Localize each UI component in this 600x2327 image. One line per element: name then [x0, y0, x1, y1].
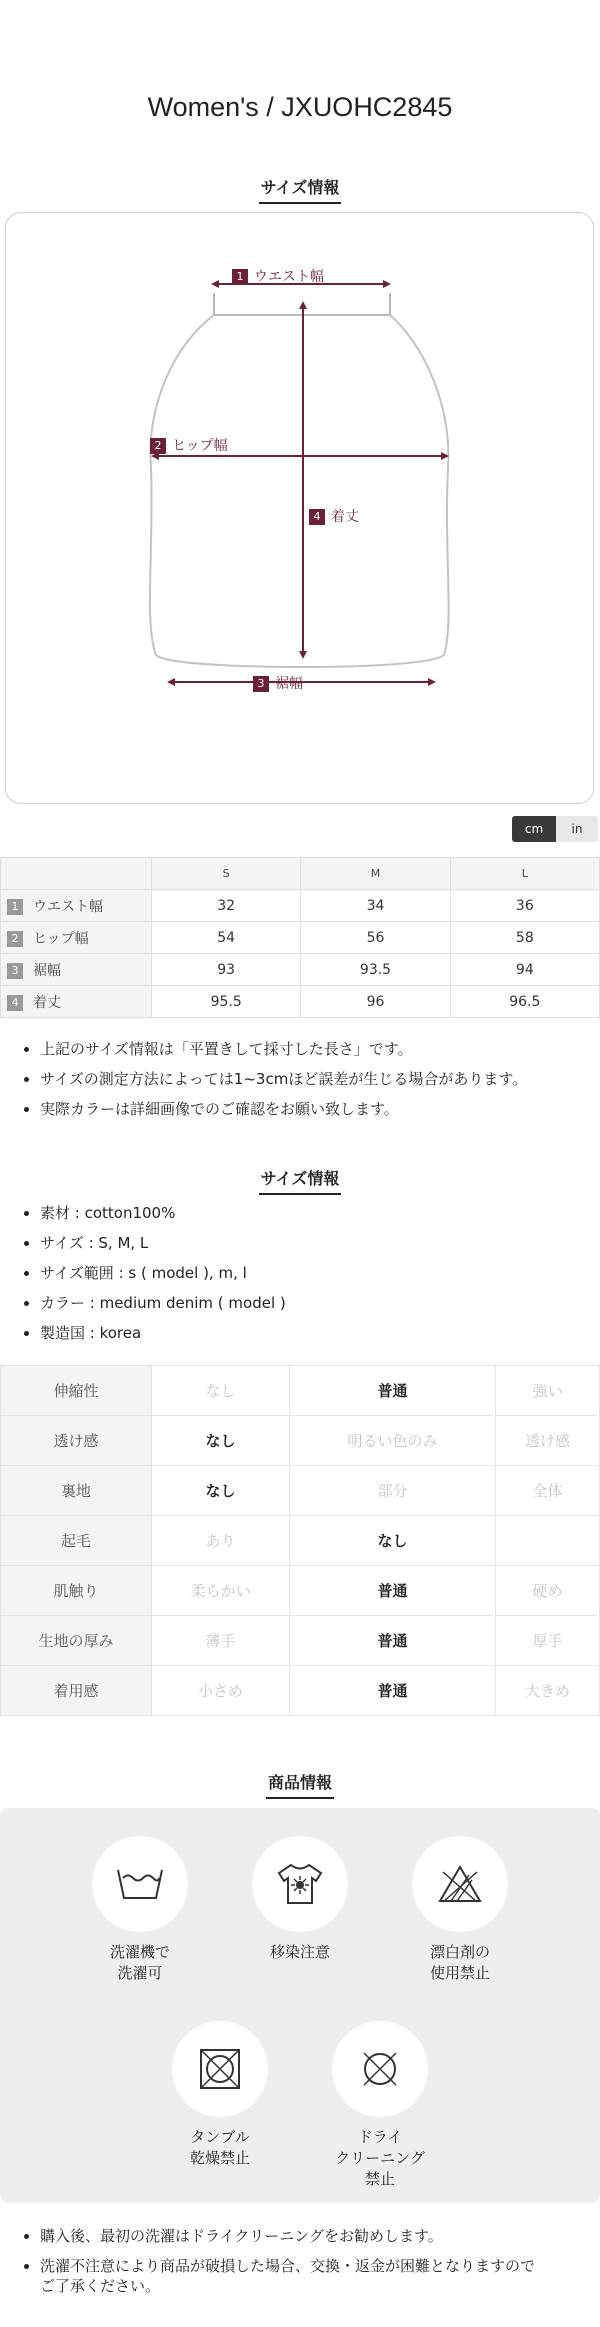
fabric-option: 普通 — [290, 1616, 496, 1666]
diagram-label-hem: 3 裾幅 — [253, 673, 303, 693]
note-item: • 洗濯不注意により商品が破損した場合、交換・返金が困難となりますので — [40, 2253, 535, 2279]
table-cell: 93.5 — [301, 954, 450, 986]
fabric-label: 起毛 — [1, 1516, 152, 1566]
size-table-corner — [1, 858, 152, 890]
wash-tub-icon — [115, 1864, 165, 1904]
care-item-dye-transfer: 移染注意 — [225, 1836, 375, 1963]
fabric-row — [1, 1566, 600, 1616]
fabric-label: 肌触り — [1, 1566, 152, 1616]
fabric-option: 普通 — [290, 1366, 496, 1416]
fabric-option: 普通 — [290, 1566, 496, 1616]
fabric-row — [1, 1466, 600, 1516]
product-title: Women's / JXUOHC2845 — [147, 92, 453, 122]
note-continuation: ご了承ください。 — [40, 2277, 161, 2295]
fabric-option: なし — [152, 1416, 290, 1466]
size-col-header: M — [301, 858, 450, 890]
row-label: 2 ヒップ幅 — [1, 922, 152, 954]
fabric-table — [0, 1365, 600, 1716]
no-dry-clean-icon — [358, 2047, 402, 2091]
spec-list — [0, 1200, 286, 1350]
spec-item: • サイズ : S, M, L — [40, 1230, 286, 1260]
size-col-header: S — [152, 858, 301, 890]
fabric-option: 強い — [495, 1366, 599, 1416]
fabric-option: 明るい色のみ — [290, 1416, 496, 1466]
fabric-option: あり — [152, 1516, 290, 1566]
spec-item: • 素材 : cotton100% — [40, 1200, 286, 1230]
fabric-option: 柔らかい — [152, 1566, 290, 1616]
fabric-option: 部分 — [290, 1466, 496, 1516]
fabric-row — [1, 1616, 600, 1666]
size-col-header: L — [450, 858, 599, 890]
fabric-option: なし — [152, 1366, 290, 1416]
fabric-row — [1, 1516, 600, 1566]
care-item-no-dry-clean: ドライ クリーニング 禁止 — [305, 2021, 455, 2190]
table-row — [1, 986, 600, 1018]
note-item: • 購入後、最初の洗濯はドライクリーニングをお勧めします。 — [40, 2223, 535, 2253]
row-label: 1 ウエスト幅 — [1, 890, 152, 922]
care-item-washing-machine: 洗濯機で 洗濯可 — [65, 1836, 215, 1984]
diagram-label-waist: 1 ウエスト幅 — [232, 266, 324, 286]
unit-in-button[interactable]: in — [556, 816, 598, 842]
fabric-option: 大きめ — [495, 1666, 599, 1716]
note-item: • 上記のサイズ情報は「平置きして採寸した長さ」です。 — [40, 1036, 527, 1066]
size-diagram — [5, 212, 594, 804]
spec-item: • サイズ範囲 : s ( model ), m, l — [40, 1260, 286, 1290]
fabric-option: 全体 — [495, 1466, 599, 1516]
note-item: • 実際カラーは詳細画像でのご確認をお願い致します。 — [40, 1096, 527, 1126]
table-cell: 32 — [152, 890, 301, 922]
table-cell: 93 — [152, 954, 301, 986]
fabric-row — [1, 1666, 600, 1716]
care-item-no-tumble-dry: タンブル 乾燥禁止 — [145, 2021, 295, 2169]
table-cell: 34 — [301, 890, 450, 922]
fabric-option: 普通 — [290, 1666, 496, 1716]
table-row — [1, 922, 600, 954]
diagram-label-hip: 2 ヒップ幅 — [150, 435, 228, 455]
no-bleach-icon — [437, 1864, 483, 1904]
table-cell: 36 — [450, 890, 599, 922]
fabric-row — [1, 1416, 600, 1466]
size-notes — [0, 1036, 527, 1126]
table-cell: 96 — [301, 986, 450, 1018]
diagram-label-length: 4 着丈 — [309, 506, 359, 526]
skirt-sketch — [6, 213, 593, 803]
fabric-label: 伸縮性 — [1, 1366, 152, 1416]
fabric-label: 生地の厚み — [1, 1616, 152, 1666]
care-item-no-bleach: 漂白剤の 使用禁止 — [385, 1836, 535, 1984]
care-instructions — [0, 1808, 600, 2203]
fabric-option: なし — [290, 1516, 496, 1566]
fabric-option: 透け感 — [495, 1416, 599, 1466]
fabric-option: 薄手 — [152, 1616, 290, 1666]
table-row — [1, 954, 600, 986]
table-cell: 96.5 — [450, 986, 599, 1018]
row-label: 3 裾幅 — [1, 954, 152, 986]
table-cell: 94 — [450, 954, 599, 986]
note-item: • サイズの測定方法によっては1~3cmほど誤差が生じる場合があります。 — [40, 1066, 527, 1096]
fabric-option: 小さめ — [152, 1666, 290, 1716]
table-cell: 95.5 — [152, 986, 301, 1018]
fabric-option: 硬め — [495, 1566, 599, 1616]
fabric-label: 透け感 — [1, 1416, 152, 1466]
table-cell: 56 — [301, 922, 450, 954]
size-table — [0, 857, 600, 1018]
fabric-option: 厚手 — [495, 1616, 599, 1666]
spec-item: • カラー : medium denim ( model ) — [40, 1290, 286, 1320]
table-cell: 54 — [152, 922, 301, 954]
spec-item: • 製造国 : korea — [40, 1320, 286, 1350]
size-info-heading: サイズ情報 — [0, 175, 600, 204]
fabric-option: なし — [152, 1466, 290, 1516]
unit-cm-button[interactable]: cm — [512, 816, 556, 842]
care-notes — [0, 2223, 535, 2279]
row-label: 4 着丈 — [1, 986, 152, 1018]
no-tumble-dry-icon — [198, 2047, 242, 2091]
fabric-row — [1, 1366, 600, 1416]
fabric-label: 着用感 — [1, 1666, 152, 1716]
fabric-option — [495, 1516, 599, 1566]
size-table-header — [1, 858, 600, 890]
product-info-heading: 商品情報 — [0, 1770, 600, 1799]
dye-transfer-icon — [275, 1861, 325, 1907]
table-row — [1, 890, 600, 922]
fabric-label: 裏地 — [1, 1466, 152, 1516]
table-cell: 58 — [450, 922, 599, 954]
spec-heading: サイズ情報 — [0, 1166, 600, 1195]
